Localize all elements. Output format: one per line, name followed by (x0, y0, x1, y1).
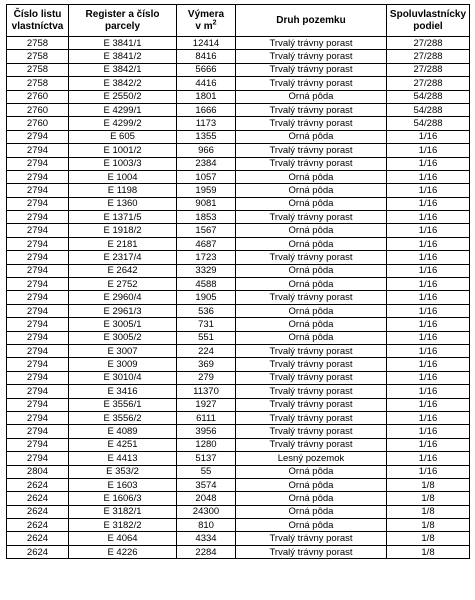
share-cell: 1/16 (387, 465, 470, 478)
sheet-number-cell: 2794 (7, 170, 69, 183)
header-parcel-register (69, 5, 177, 37)
land-type-cell: Orná pôda (236, 90, 387, 103)
area-cell: 3329 (177, 264, 236, 277)
area-cell: 3574 (177, 478, 236, 491)
share-cell: 1/16 (387, 144, 470, 157)
land-type-cell: Trvalý trávny porast (236, 425, 387, 438)
header-line: Druh pozemku (276, 14, 346, 26)
area-cell: 4334 (177, 532, 236, 545)
land-type-cell: Orná pôda (236, 264, 387, 277)
parcel-number-cell: E 1198 (69, 184, 177, 197)
area-cell: 8416 (177, 50, 236, 63)
land-type-cell: Orná pôda (236, 170, 387, 183)
sheet-number-cell: 2794 (7, 318, 69, 331)
land-type-cell: Trvalý trávny porast (236, 144, 387, 157)
land-type-cell: Trvalý trávny porast (236, 291, 387, 304)
parcel-number-cell: E 2961/3 (69, 304, 177, 317)
share-cell: 1/8 (387, 492, 470, 505)
share-cell: 1/16 (387, 358, 470, 371)
land-type-cell: Trvalý trávny porast (236, 103, 387, 116)
sheet-number-cell: 2758 (7, 37, 69, 50)
area-cell: 1905 (177, 291, 236, 304)
table-row (7, 50, 470, 63)
share-cell: 1/8 (387, 519, 470, 532)
share-cell: 54/288 (387, 90, 470, 103)
parcel-number-cell: E 605 (69, 130, 177, 143)
sheet-number-cell: 2794 (7, 211, 69, 224)
parcel-number-cell: E 4089 (69, 425, 177, 438)
sheet-number-cell: 2794 (7, 264, 69, 277)
share-cell: 1/16 (387, 411, 470, 424)
share-cell: 1/16 (387, 371, 470, 384)
land-type-cell: Orná pôda (236, 278, 387, 291)
share-cell: 1/16 (387, 304, 470, 317)
table-row (7, 318, 470, 331)
share-cell: 1/16 (387, 170, 470, 183)
share-cell: 1/16 (387, 251, 470, 264)
table-row (7, 251, 470, 264)
sheet-number-cell: 2624 (7, 505, 69, 518)
table-row (7, 492, 470, 505)
parcel-number-cell: E 3007 (69, 344, 177, 357)
table-row (7, 371, 470, 384)
sheet-number-cell: 2794 (7, 398, 69, 411)
land-type-cell: Trvalý trávny porast (236, 37, 387, 50)
share-cell: 27/288 (387, 77, 470, 90)
table-row (7, 425, 470, 438)
land-type-cell: Trvalý trávny porast (236, 50, 387, 63)
land-type-cell: Orná pôda (236, 130, 387, 143)
area-cell: 551 (177, 331, 236, 344)
parcel-number-cell: E 353/2 (69, 465, 177, 478)
land-type-cell: Trvalý trávny porast (236, 63, 387, 76)
land-type-cell: Trvalý trávny porast (236, 545, 387, 558)
sheet-number-cell: 2794 (7, 438, 69, 451)
parcel-number-cell: E 3841/1 (69, 37, 177, 50)
table-row (7, 130, 470, 143)
table-row (7, 465, 470, 478)
share-cell: 1/16 (387, 318, 470, 331)
sheet-number-cell: 2794 (7, 425, 69, 438)
parcel-number-cell: E 3842/2 (69, 77, 177, 90)
land-type-cell: Orná pôda (236, 237, 387, 250)
table-row (7, 478, 470, 491)
parcel-number-cell: E 4226 (69, 545, 177, 558)
area-cell: 731 (177, 318, 236, 331)
sheet-number-cell: 2794 (7, 130, 69, 143)
area-cell: 1173 (177, 117, 236, 130)
land-type-cell: Trvalý trávny porast (236, 438, 387, 451)
parcel-number-cell: E 3182/2 (69, 519, 177, 532)
sheet-number-cell: 2760 (7, 103, 69, 116)
header-area (177, 5, 236, 37)
parcel-number-cell: E 2960/4 (69, 291, 177, 304)
sheet-number-cell: 2794 (7, 452, 69, 465)
share-cell: 1/16 (387, 224, 470, 237)
sheet-number-cell: 2760 (7, 117, 69, 130)
land-type-cell: Trvalý trávny porast (236, 77, 387, 90)
parcel-number-cell: E 3009 (69, 358, 177, 371)
area-cell: 6111 (177, 411, 236, 424)
header-superscript: 2 (212, 19, 217, 27)
area-cell: 1927 (177, 398, 236, 411)
table-row (7, 170, 470, 183)
land-type-cell: Orná pôda (236, 318, 387, 331)
share-cell: 1/8 (387, 532, 470, 545)
table-row (7, 278, 470, 291)
share-cell: 1/16 (387, 278, 470, 291)
parcel-number-cell: E 2550/2 (69, 90, 177, 103)
header-line: Výmera (187, 8, 225, 20)
share-cell: 1/16 (387, 291, 470, 304)
parcel-number-cell: E 3005/2 (69, 331, 177, 344)
parcel-number-cell: E 1360 (69, 197, 177, 210)
area-cell: 5666 (177, 63, 236, 76)
land-type-cell: Orná pôda (236, 465, 387, 478)
sheet-number-cell: 2794 (7, 371, 69, 384)
land-type-cell: Trvalý trávny porast (236, 532, 387, 545)
table-row (7, 532, 470, 545)
sheet-number-cell: 2758 (7, 77, 69, 90)
sheet-number-cell: 2624 (7, 545, 69, 558)
parcel-number-cell: E 3556/1 (69, 398, 177, 411)
share-cell: 1/16 (387, 264, 470, 277)
share-cell: 1/16 (387, 211, 470, 224)
area-cell: 55 (177, 465, 236, 478)
land-type-cell: Orná pôda (236, 304, 387, 317)
table-row (7, 117, 470, 130)
table-row (7, 264, 470, 277)
share-cell: 1/16 (387, 452, 470, 465)
table-row (7, 184, 470, 197)
area-cell: 1959 (177, 184, 236, 197)
area-cell: 12414 (177, 37, 236, 50)
parcel-number-cell: E 1603 (69, 478, 177, 491)
share-cell: 27/288 (387, 37, 470, 50)
table-row (7, 77, 470, 90)
share-cell: 27/288 (387, 63, 470, 76)
share-cell: 1/16 (387, 157, 470, 170)
parcel-number-cell: E 1918/2 (69, 224, 177, 237)
table-row (7, 358, 470, 371)
area-cell: 279 (177, 371, 236, 384)
parcel-number-cell: E 3005/1 (69, 318, 177, 331)
sheet-number-cell: 2794 (7, 411, 69, 424)
share-cell: 1/16 (387, 385, 470, 398)
table-row (7, 438, 470, 451)
land-type-cell: Trvalý trávny porast (236, 371, 387, 384)
area-cell: 24300 (177, 505, 236, 518)
area-cell: 1853 (177, 211, 236, 224)
parcel-number-cell: E 2181 (69, 237, 177, 250)
land-type-cell: Trvalý trávny porast (236, 157, 387, 170)
header-land-type (236, 5, 387, 37)
table-row (7, 237, 470, 250)
sheet-number-cell: 2804 (7, 465, 69, 478)
table-row (7, 211, 470, 224)
share-cell: 54/288 (387, 103, 470, 116)
area-cell: 5137 (177, 452, 236, 465)
parcel-number-cell: E 3556/2 (69, 411, 177, 424)
table-row (7, 505, 470, 518)
parcel-number-cell: E 2752 (69, 278, 177, 291)
land-type-cell: Trvalý trávny porast (236, 358, 387, 371)
table-body (7, 37, 470, 559)
parcel-number-cell: E 4413 (69, 452, 177, 465)
header-line: Spoluvlastnícky (389, 8, 467, 20)
header-line: Číslo listu (13, 8, 62, 20)
sheet-number-cell: 2794 (7, 251, 69, 264)
header-ownership-sheet-number (7, 5, 69, 37)
table-row (7, 545, 470, 558)
land-type-cell: Orná pôda (236, 478, 387, 491)
sheet-number-cell: 2624 (7, 532, 69, 545)
sheet-number-cell: 2794 (7, 224, 69, 237)
sheet-number-cell: 2760 (7, 90, 69, 103)
header-co-ownership-share (387, 5, 470, 37)
share-cell: 1/16 (387, 184, 470, 197)
parcel-number-cell: E 3182/1 (69, 505, 177, 518)
sheet-number-cell: 2624 (7, 519, 69, 532)
sheet-number-cell: 2624 (7, 478, 69, 491)
share-cell: 54/288 (387, 117, 470, 130)
sheet-number-cell: 2794 (7, 358, 69, 371)
table-row (7, 398, 470, 411)
share-cell: 1/16 (387, 344, 470, 357)
area-cell: 2048 (177, 492, 236, 505)
sheet-number-cell: 2794 (7, 184, 69, 197)
share-cell: 1/16 (387, 398, 470, 411)
share-cell: 1/8 (387, 545, 470, 558)
land-type-cell: Orná pôda (236, 492, 387, 505)
sheet-number-cell: 2794 (7, 304, 69, 317)
table-row (7, 385, 470, 398)
sheet-number-cell: 2794 (7, 291, 69, 304)
header-line: vlastníctva (11, 20, 64, 32)
parcel-table (6, 4, 470, 559)
land-type-cell: Trvalý trávny porast (236, 344, 387, 357)
sheet-number-cell: 2758 (7, 63, 69, 76)
sheet-number-cell: 2624 (7, 492, 69, 505)
sheet-number-cell: 2794 (7, 344, 69, 357)
parcel-number-cell: E 1004 (69, 170, 177, 183)
share-cell: 27/288 (387, 50, 470, 63)
area-cell: 224 (177, 344, 236, 357)
parcel-number-cell: E 3010/4 (69, 371, 177, 384)
header-line: v m (195, 20, 213, 32)
table-row (7, 144, 470, 157)
sheet-number-cell: 2794 (7, 157, 69, 170)
area-cell: 3956 (177, 425, 236, 438)
share-cell: 1/16 (387, 197, 470, 210)
area-cell: 966 (177, 144, 236, 157)
share-cell: 1/16 (387, 438, 470, 451)
table-row (7, 304, 470, 317)
parcel-number-cell: E 4299/1 (69, 103, 177, 116)
land-type-cell: Orná pôda (236, 184, 387, 197)
area-cell: 536 (177, 304, 236, 317)
table-row (7, 452, 470, 465)
area-cell: 1057 (177, 170, 236, 183)
land-type-cell: Trvalý trávny porast (236, 251, 387, 264)
land-type-cell: Orná pôda (236, 505, 387, 518)
table-row (7, 224, 470, 237)
area-cell: 2284 (177, 545, 236, 558)
land-type-cell: Lesný pozemok (236, 452, 387, 465)
parcel-number-cell: E 1001/2 (69, 144, 177, 157)
land-type-cell: Orná pôda (236, 519, 387, 532)
table-row (7, 157, 470, 170)
parcel-number-cell: E 1371/5 (69, 211, 177, 224)
sheet-number-cell: 2794 (7, 197, 69, 210)
area-cell: 1355 (177, 130, 236, 143)
share-cell: 1/8 (387, 505, 470, 518)
area-cell: 4687 (177, 237, 236, 250)
area-cell: 4588 (177, 278, 236, 291)
table-row (7, 103, 470, 116)
land-type-cell: Orná pôda (236, 197, 387, 210)
land-type-cell: Trvalý trávny porast (236, 398, 387, 411)
land-type-cell: Trvalý trávny porast (236, 411, 387, 424)
table-header (7, 5, 470, 37)
area-cell: 11370 (177, 385, 236, 398)
table-row (7, 197, 470, 210)
parcel-number-cell: E 4251 (69, 438, 177, 451)
table-row (7, 90, 470, 103)
area-cell: 810 (177, 519, 236, 532)
land-type-cell: Trvalý trávny porast (236, 117, 387, 130)
area-cell: 1666 (177, 103, 236, 116)
sheet-number-cell: 2794 (7, 144, 69, 157)
sheet-number-cell: 2794 (7, 237, 69, 250)
share-cell: 1/16 (387, 425, 470, 438)
land-type-cell: Orná pôda (236, 331, 387, 344)
share-cell: 1/16 (387, 237, 470, 250)
table-row (7, 331, 470, 344)
table-row (7, 411, 470, 424)
table-row (7, 519, 470, 532)
area-cell: 1723 (177, 251, 236, 264)
header-line: podiel (413, 20, 443, 32)
table-row (7, 63, 470, 76)
land-type-cell: Trvalý trávny porast (236, 211, 387, 224)
parcel-number-cell: E 3416 (69, 385, 177, 398)
sheet-number-cell: 2794 (7, 278, 69, 291)
parcel-number-cell: E 2642 (69, 264, 177, 277)
area-cell: 2384 (177, 157, 236, 170)
header-line: Register a číslo (85, 8, 160, 20)
parcel-number-cell: E 4064 (69, 532, 177, 545)
parcel-number-cell: E 3842/1 (69, 63, 177, 76)
parcel-number-cell: E 4299/2 (69, 117, 177, 130)
sheet-number-cell: 2794 (7, 385, 69, 398)
header-row (7, 5, 470, 37)
land-type-cell: Trvalý trávny porast (236, 385, 387, 398)
share-cell: 1/16 (387, 331, 470, 344)
table-row (7, 344, 470, 357)
parcel-number-cell: E 1606/3 (69, 492, 177, 505)
table-row (7, 291, 470, 304)
area-cell: 1801 (177, 90, 236, 103)
land-type-cell: Orná pôda (236, 224, 387, 237)
table-row (7, 37, 470, 50)
sheet-number-cell: 2758 (7, 50, 69, 63)
area-cell: 1280 (177, 438, 236, 451)
share-cell: 1/8 (387, 478, 470, 491)
parcel-number-cell: E 3841/2 (69, 50, 177, 63)
header-line: parcely (104, 20, 141, 32)
parcel-number-cell: E 2317/4 (69, 251, 177, 264)
area-cell: 9081 (177, 197, 236, 210)
area-cell: 4416 (177, 77, 236, 90)
sheet-number-cell: 2794 (7, 331, 69, 344)
area-cell: 1567 (177, 224, 236, 237)
parcel-number-cell: E 1003/3 (69, 157, 177, 170)
share-cell: 1/16 (387, 130, 470, 143)
area-cell: 369 (177, 358, 236, 371)
